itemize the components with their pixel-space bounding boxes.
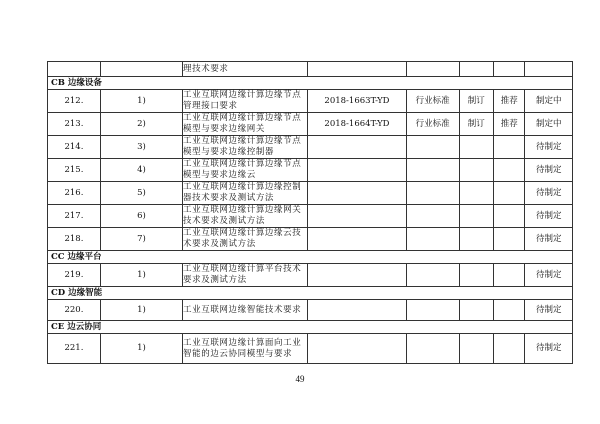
cell-prop [494, 62, 525, 77]
cell-num [48, 62, 101, 77]
cell-sub: 1) [100, 334, 182, 364]
cell-code [308, 300, 406, 321]
cell-org [459, 264, 494, 287]
cell-prop [494, 264, 525, 287]
cell-org [459, 300, 494, 321]
cell-code [308, 334, 406, 364]
table-row [48, 136, 573, 159]
cell-org [459, 62, 494, 77]
cell-prop [494, 334, 525, 364]
table-row [48, 182, 573, 205]
table-row [48, 334, 573, 364]
cell-num: 217. [48, 205, 101, 228]
cell-type [406, 205, 459, 228]
cell-code [308, 182, 406, 205]
cell-name: 工业互联网边缘计算边缘控制器技术要求及测试方法 [183, 182, 308, 205]
cell-sub: 2) [100, 113, 182, 136]
cell-type [406, 300, 459, 321]
cell-status: 待制定 [525, 159, 573, 182]
cell-status: 待制定 [525, 205, 573, 228]
cell-status: 制定中 [525, 90, 573, 113]
cell-code [308, 228, 406, 251]
cell-name: 工业互联网边缘智能技术要求 [183, 300, 308, 321]
table-row [48, 90, 573, 113]
cell-prop [494, 205, 525, 228]
cell-num: 213. [48, 113, 101, 136]
cell-prop [494, 228, 525, 251]
cell-type [406, 136, 459, 159]
cell-type [406, 334, 459, 364]
cell-code [308, 159, 406, 182]
section-title: CE 边云协同 [48, 321, 573, 334]
table-body [48, 62, 573, 364]
table-row-fragment [48, 62, 573, 77]
cell-num: 214. [48, 136, 101, 159]
cell-code [308, 264, 406, 287]
cell-sub [100, 62, 182, 77]
cell-org [459, 228, 494, 251]
cell-type [406, 62, 459, 77]
cell-status: 待制定 [525, 264, 573, 287]
section-header-row [48, 251, 573, 264]
cell-num: 216. [48, 182, 101, 205]
cell-sub: 7) [100, 228, 182, 251]
table-row [48, 159, 573, 182]
cell-org: 制订 [459, 90, 494, 113]
section-title: CC 边缘平台 [48, 251, 573, 264]
cell-org [459, 205, 494, 228]
standards-table [47, 61, 573, 364]
cell-prop [494, 159, 525, 182]
cell-name: 工业互联网边缘计算边缘网关技术要求及测试方法 [183, 205, 308, 228]
cell-prop [494, 300, 525, 321]
section-header-row [48, 321, 573, 334]
cell-status: 待制定 [525, 228, 573, 251]
cell-name: 工业互联网边缘计算边缘云技术要求及测试方法 [183, 228, 308, 251]
cell-type [406, 264, 459, 287]
table-row [48, 264, 573, 287]
cell-org: 制订 [459, 113, 494, 136]
cell-status: 待制定 [525, 182, 573, 205]
cell-code: 2018-1663T-YD [308, 90, 406, 113]
cell-prop [494, 136, 525, 159]
table-row [48, 228, 573, 251]
cell-org [459, 159, 494, 182]
cell-org [459, 334, 494, 364]
cell-name: 工业互联网边缘计算面向工业智能的边云协同模型与要求 [183, 334, 308, 364]
cell-sub: 1) [100, 300, 182, 321]
cell-name: 理技术要求 [183, 62, 308, 77]
section-header-row [48, 77, 573, 90]
cell-sub: 6) [100, 205, 182, 228]
table-row [48, 300, 573, 321]
section-title: CD 边缘智能 [48, 287, 573, 300]
cell-name: 工业互联网边缘计算边缘节点模型与要求边缘网关 [183, 113, 308, 136]
cell-prop: 推荐 [494, 90, 525, 113]
cell-type: 行业标准 [406, 90, 459, 113]
cell-type [406, 182, 459, 205]
cell-status: 待制定 [525, 300, 573, 321]
section-title: CB 边缘设备 [48, 77, 573, 90]
page-number: 49 [295, 374, 305, 384]
section-header-row [48, 287, 573, 300]
cell-code [308, 205, 406, 228]
cell-code [308, 136, 406, 159]
cell-type: 行业标准 [406, 113, 459, 136]
cell-sub: 1) [100, 90, 182, 113]
cell-sub: 5) [100, 182, 182, 205]
cell-sub: 1) [100, 264, 182, 287]
cell-num: 215. [48, 159, 101, 182]
table-row [48, 205, 573, 228]
cell-code [308, 62, 406, 77]
cell-status: 待制定 [525, 136, 573, 159]
cell-num: 212. [48, 90, 101, 113]
cell-org [459, 182, 494, 205]
cell-num: 221. [48, 334, 101, 364]
table-row [48, 113, 573, 136]
cell-sub: 3) [100, 136, 182, 159]
cell-prop [494, 182, 525, 205]
cell-prop: 推荐 [494, 113, 525, 136]
cell-num: 219. [48, 264, 101, 287]
cell-name: 工业互联网边缘计算边缘节点模型与要求边缘云 [183, 159, 308, 182]
cell-num: 220. [48, 300, 101, 321]
cell-sub: 4) [100, 159, 182, 182]
cell-name: 工业互联网边缘计算边缘节点模型与要求边缘控制器 [183, 136, 308, 159]
cell-type [406, 228, 459, 251]
cell-status: 制定中 [525, 113, 573, 136]
cell-org [459, 136, 494, 159]
cell-status: 待制定 [525, 334, 573, 364]
cell-status [525, 62, 573, 77]
cell-type [406, 159, 459, 182]
cell-num: 218. [48, 228, 101, 251]
cell-code: 2018-1664T-YD [308, 113, 406, 136]
cell-name: 工业互联网边缘计算边缘节点管理接口要求 [183, 90, 308, 113]
cell-name: 工业互联网边缘计算平台技术要求及测试方法 [183, 264, 308, 287]
